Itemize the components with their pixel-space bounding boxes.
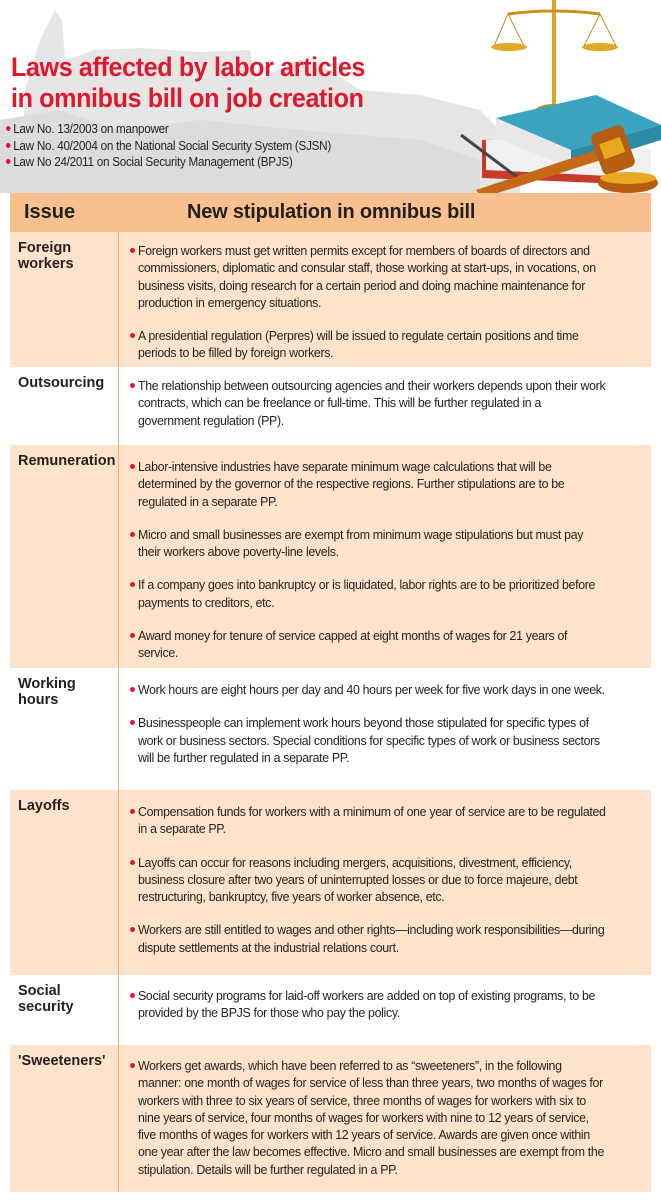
- bullet-icon: [130, 927, 135, 932]
- law-item: Law No 24/2011 on Social Security Management (BPJS): [6, 154, 331, 171]
- issue-cell: Layoffs: [10, 790, 119, 975]
- law-item: Law No. 13/2003 on manpower: [6, 121, 331, 138]
- affected-laws-list: [6, 121, 367, 171]
- bullet-icon: [130, 248, 135, 253]
- stipulation-item: [130, 458, 641, 510]
- bullet-icon: [130, 633, 135, 638]
- law-item: Law No. 40/2004 on the National Social Security System (SJSN): [6, 138, 331, 155]
- bullet-icon: [130, 809, 135, 814]
- stipulation-text: A presidential regulation (Perpres) will be issued to regulate certain positions and time periods to be filled by foreign workers.: [138, 328, 579, 361]
- table-header: [10, 193, 651, 232]
- bullet-icon: [130, 383, 135, 388]
- issue-cell: 'Sweeteners': [10, 1045, 119, 1192]
- stipulations-table: [10, 193, 651, 1192]
- table-row: [10, 445, 651, 668]
- stipulation-text: The relationship between outsourcing agencies and their workers depends upon their work contracts, which can be freelance or full-time. This will be further regulated in a government regulation (PP).: [138, 378, 606, 428]
- title-line-2: in omnibus bill on job creation: [11, 83, 364, 113]
- column-header-stipulation: New stipulation in omnibus bill: [187, 201, 476, 223]
- stipulation-item: [130, 854, 641, 906]
- stipulation-cell: [119, 668, 651, 790]
- stipulation-item: [130, 1057, 641, 1178]
- stipulation-item: [130, 987, 641, 1022]
- bullet-icon: [130, 1063, 135, 1068]
- issue-cell: Social security: [10, 975, 119, 1045]
- stipulation-text: Labor-intensive industries have separate minimum wage calculations that will be determined by the governor of the respective regions. Further stipulations are to be regulated in a separate PP.: [138, 459, 565, 509]
- column-header-issue: Issue: [24, 201, 76, 223]
- stipulation-item: [130, 377, 641, 429]
- stipulation-text: Micro and small businesses are exempt from minimum wage stipulations but must pay their workers above poverty-line levels.: [138, 526, 584, 560]
- stipulation-item: [130, 921, 641, 956]
- stipulation-text: Social security programs for laid-off workers are added on top of existing programs, to be provided by the BPJS for those who pay the policy.: [138, 988, 596, 1021]
- bullet-icon: [130, 582, 135, 587]
- page-title: [11, 52, 365, 114]
- scales-books-gavel-illustration: [446, 0, 661, 193]
- stipulation-item: [130, 526, 641, 561]
- bullet-icon: [130, 720, 135, 725]
- stipulation-cell: [119, 232, 651, 367]
- table-row: [10, 232, 651, 367]
- stipulation-item: [130, 327, 641, 362]
- table-row: [10, 668, 651, 790]
- bullet-icon: [130, 532, 135, 537]
- issue-cell: Remuneration: [10, 445, 119, 668]
- issue-cell: Working hours: [10, 668, 119, 790]
- infographic-header: [0, 0, 661, 193]
- stipulation-cell: [119, 367, 651, 445]
- stipulation-text: If a company goes into bankruptcy or is liquidated, labor rights are to be prioritized before payments to creditors, etc.: [138, 577, 596, 610]
- table-row: [10, 367, 651, 445]
- bullet-icon: [130, 860, 135, 865]
- table-body: [10, 232, 651, 1192]
- stipulation-text: Award money for tenure of service capped at eight months of wages for 21 years of service.: [138, 628, 568, 661]
- bullet-icon: [130, 687, 135, 692]
- bullet-icon: [130, 333, 135, 338]
- bullet-icon: [6, 143, 11, 148]
- stipulation-item: [130, 803, 641, 838]
- bullet-icon: [130, 993, 135, 998]
- table-row: [10, 790, 651, 975]
- title-line-1: Laws affected by labor articles: [11, 52, 366, 82]
- table-row: [10, 1045, 651, 1192]
- stipulation-item: [130, 627, 641, 662]
- stipulation-text: Work hours are eight hours per day and 40 hours per week for five work days in one week.: [138, 682, 605, 697]
- stipulation-text: Foreign workers must get written permits except for members of boards of directors and commissioners, diplomatic and consular staff, those working at start-ups, in vocations, on business visits, doing research for a certain period and doing machine maintenance for production in emergency situations.: [138, 243, 596, 310]
- bullet-icon: [6, 126, 11, 131]
- table-row: [10, 975, 651, 1045]
- stipulation-item: [130, 576, 641, 611]
- stipulation-text: Businesspeople can implement work hours beyond those stipulated for specific types of work or business sectors. Special conditions for specific types of work or business sectors will be further regulated in a separate PP.: [138, 715, 600, 765]
- stipulation-text: Layoffs can occur for reasons including mergers, acquisitions, divestment, efficiency, business closure after two years of uninterrupted losses or due to force majeure, debt restructuring, bankruptcy, five years of worker absence, etc.: [138, 854, 578, 905]
- stipulation-cell: [119, 445, 651, 668]
- stipulation-item: [130, 681, 641, 698]
- stipulation-text: Workers are still entitled to wages and other rights—including work responsibilities—during dispute settlements at the industrial relations court.: [138, 922, 605, 955]
- bullet-icon: [6, 159, 11, 164]
- stipulation-item: [130, 242, 641, 311]
- stipulation-text: Workers get awards, which have been referred to as “sweeteners”, in the following manner: one month of wages for service of less than three years, two months of wages for workers with three to six years of service, three months of wages for workers with six to nine years of service, four months of wages for workers with nine to 12 years of service, five months of wages for workers with 12 years of service. Awards are given once within one year after the law becomes effective. Micro and small businesses are exempt from the stipulation. Details will be further regulated in a PP.: [138, 1058, 605, 1177]
- issue-cell: Outsourcing: [10, 367, 119, 445]
- stipulation-text: Compensation funds for workers with a minimum of one year of service are to be regulated in a separate PP.: [138, 804, 606, 837]
- stipulation-cell: [119, 1045, 651, 1192]
- issue-cell: Foreign workers: [10, 232, 119, 367]
- stipulation-item: [130, 714, 641, 766]
- bullet-icon: [130, 464, 135, 469]
- stipulation-cell: [119, 975, 651, 1045]
- stipulation-cell: [119, 790, 651, 975]
